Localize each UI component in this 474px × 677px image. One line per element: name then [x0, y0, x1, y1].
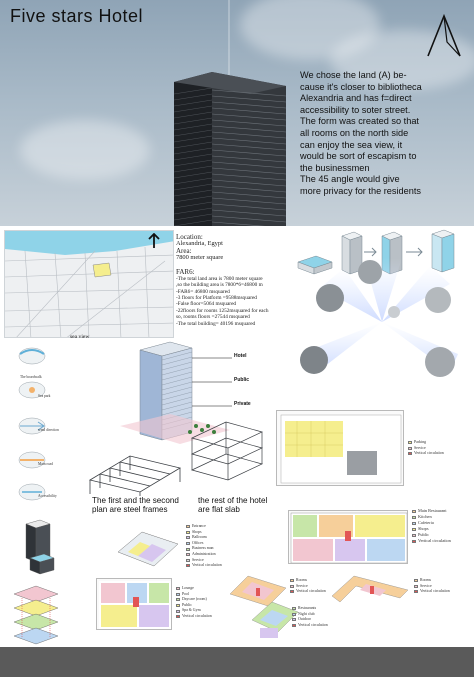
site-map — [4, 230, 174, 338]
page-title: Five stars Hotel — [10, 6, 144, 26]
far-line: ,so the building area is 7800*6=46800 m — [176, 282, 263, 289]
rationale-line: can enjoy the sea view, it — [300, 139, 403, 150]
rationale-line: We chose the land (A) be- — [300, 70, 407, 80]
far-label: FAR6: — [176, 267, 195, 276]
floor-plan-public — [288, 510, 408, 564]
north-arrow-icon — [147, 233, 161, 249]
location-label: Location: — [176, 233, 203, 241]
flat-slab-caption: the rest of the hotel are flat slab — [198, 496, 268, 515]
legend-rooms-a: Rooms Service Vertical circulation — [290, 578, 326, 595]
steel-frame-caption: The first and the second plan are steel frames — [92, 496, 179, 515]
rationale-line: all rooms on the north side — [300, 127, 409, 138]
zone-label-hotel: Hotel — [234, 353, 247, 359]
steel-frame-diagram — [86, 440, 184, 496]
site-info — [176, 233, 308, 327]
rationale-line: cause it's closer to bibliotheca — [300, 81, 422, 92]
concept-label-wind: wind direction — [38, 428, 59, 432]
exploded-axonometric — [6, 518, 66, 648]
rationale-line: the businessmen — [300, 162, 370, 173]
far-line: so, rooms floors =27544 msquared — [176, 314, 250, 321]
sea-view-caption: sea view — [70, 334, 90, 340]
legend-public-plan: Main Restaurant Kitchen Cafeteria Shops Public Vertical circulation — [412, 508, 451, 544]
hotel-tower-render — [154, 60, 294, 226]
rationale-line: more privacy for the residents — [300, 185, 422, 196]
far-calculation — [176, 276, 308, 327]
far-line: -The total building= 40196 msquared — [176, 320, 256, 327]
flat-slab-diagram — [186, 420, 266, 492]
context-photos — [290, 258, 474, 398]
area-value: 7800 meter square — [176, 254, 224, 262]
far-line: -22floors for rooms 1252msquared for each — [176, 307, 269, 314]
far-line: -3 floors for Platform =9588msquared — [176, 295, 257, 302]
footer-bar — [0, 647, 474, 677]
hero-banner — [0, 0, 474, 226]
design-rationale — [300, 70, 468, 198]
concept-label-boardwalk: The boardwalk — [20, 375, 42, 379]
legend-ground-plan: Entrance Shops Ballroom Offices Business man Administration Service Vertical circulation — [186, 524, 222, 569]
concept-label-accessibility: Accessibility — [38, 494, 57, 498]
floor-plan-lounge — [96, 578, 172, 630]
far-line: -FAR6= 46800 msquared — [176, 288, 230, 295]
legend-lounge-plan: Lounge Pool Daycare (room) Public Spa & Gym Vertical circulation — [176, 586, 212, 620]
legend-rooms-b: Rooms Service Vertical circulation — [414, 578, 450, 595]
rationale-line: The form was created so that — [300, 116, 419, 127]
area-label: Area: — [176, 247, 192, 256]
location-value: Alexandria, Egypt — [176, 240, 223, 247]
legend-restaurants: Restaurants Night club Outdoor Vertical circulation — [292, 606, 328, 628]
floor-plan-rooms-b — [330, 572, 410, 616]
zone-label-private: Private — [234, 401, 251, 407]
rationale-line: would be sort of escapism to — [300, 151, 417, 162]
concept-diagrams — [14, 342, 74, 502]
far-line: -False floor=5064 msquared — [176, 301, 237, 308]
concept-label-main-road: Main road — [38, 462, 53, 466]
rationale-line: Alexandria and has f=direct — [300, 93, 412, 104]
cloud — [20, 120, 150, 180]
far-line: -The total land area is 7800 meter square — [176, 275, 263, 282]
concept-label-sea-park: Sea park — [38, 394, 51, 398]
ground-floor-diagram — [108, 522, 188, 578]
rationale-line: The 45 angle would give — [300, 174, 400, 185]
peak-arrow-logo — [424, 12, 464, 58]
legend-site-plan: Parking Service Vertical circulation — [408, 440, 444, 457]
rationale-line: accessibility to soter street. — [300, 104, 411, 115]
site-plan-parking — [276, 410, 404, 486]
zone-label-public: Public — [234, 377, 250, 383]
